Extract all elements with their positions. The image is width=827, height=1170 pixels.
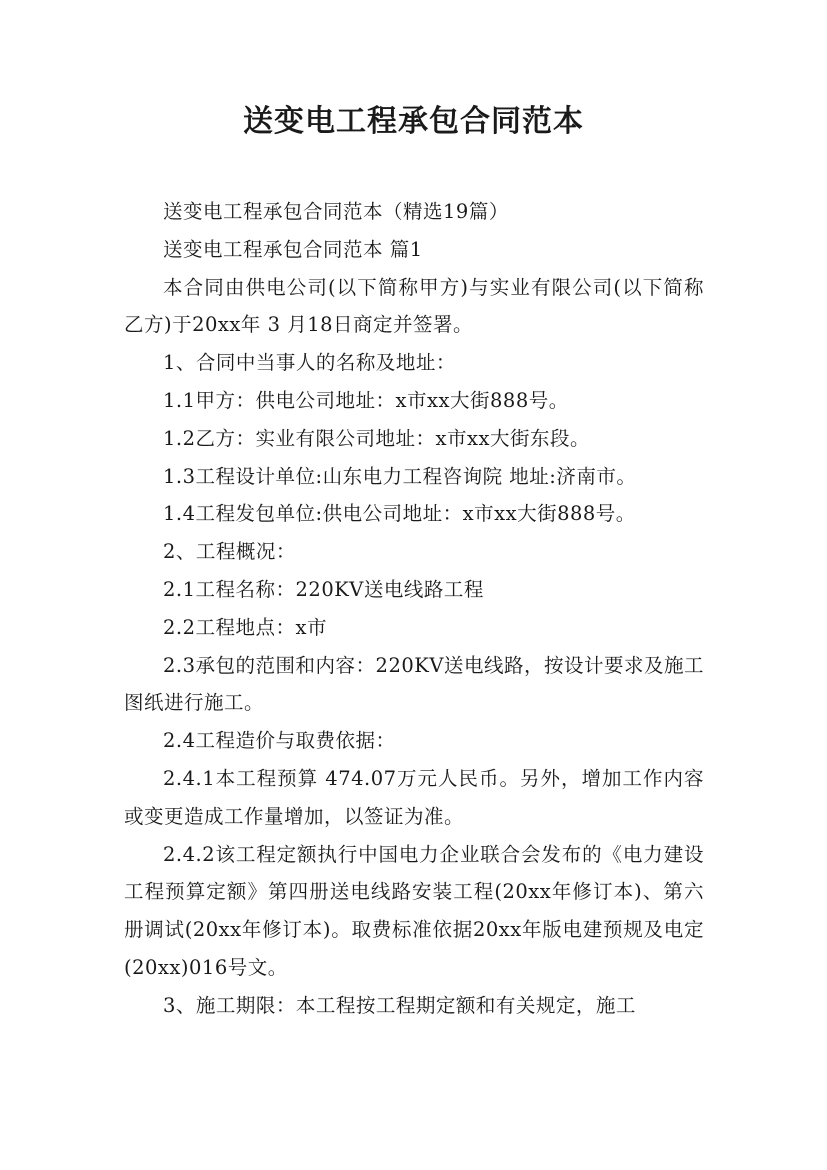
paragraph-clause-1-2: 1.2乙方：实业有限公司地址：x市xx大街东段。 [163, 426, 591, 450]
paragraph-clause-1: 1、合同中当事人的名称及地址： [163, 351, 456, 375]
paragraph-clause-3: 3、施工期限：本工程按工程期定额和有关规定，施工 [163, 993, 636, 1017]
paragraph-clause-2-4: 2.4工程造价与取费依据： [163, 729, 396, 753]
document-body [124, 193, 704, 1025]
paragraph-clause-2: 2、工程概况： [163, 540, 296, 564]
paragraph-clause-2-4-2: 2.4.2该工程定额执行中国电力企业联合会发布的《电力建设工程预算定额》第四册送电线路安装工程(20xx年修订本)、第六册调试(20xx年修订本)。取费标准依据20xx年版电建预规及电定(20xx)016号文。 [124, 842, 704, 979]
paragraph-clause-1-4: 1.4工程发包单位:供电公司地址：x市xx大街888号。 [163, 502, 636, 526]
paragraph-clause-1-1: 1.1甲方：供电公司地址：x市xx大街888号。 [163, 388, 569, 412]
paragraph-clause-2-1: 2.1工程名称：220KV送电线路工程 [163, 577, 484, 601]
paragraph-subtitle: 送变电工程承包合同范本（精选19篇） [163, 200, 509, 223]
document-title: 送变电工程承包合同范本 [243, 104, 584, 139]
paragraph-clause-2-4-1: 2.4.1本工程预算 474.07万元人民币。另外，增加工作内容或变更造成工作量增加，以签证为准。 [124, 766, 704, 828]
paragraph-clause-2-3: 2.3承包的范围和内容：220KV送电线路，按设计要求及施工图纸进行施工。 [124, 653, 704, 715]
paragraph-intro: 本合同由供电公司(以下简称甲方)与实业有限公司(以下简称乙方)于20xx年 3 月18日商定并签署。 [124, 275, 704, 337]
paragraph-clause-2-2: 2.2工程地点：x市 [163, 615, 328, 639]
paragraph-clause-1-3: 1.3工程设计单位:山东电力工程咨询院 地址:济南市。 [163, 464, 637, 488]
paragraph-section-heading: 送变电工程承包合同范本 篇1 [163, 237, 423, 261]
